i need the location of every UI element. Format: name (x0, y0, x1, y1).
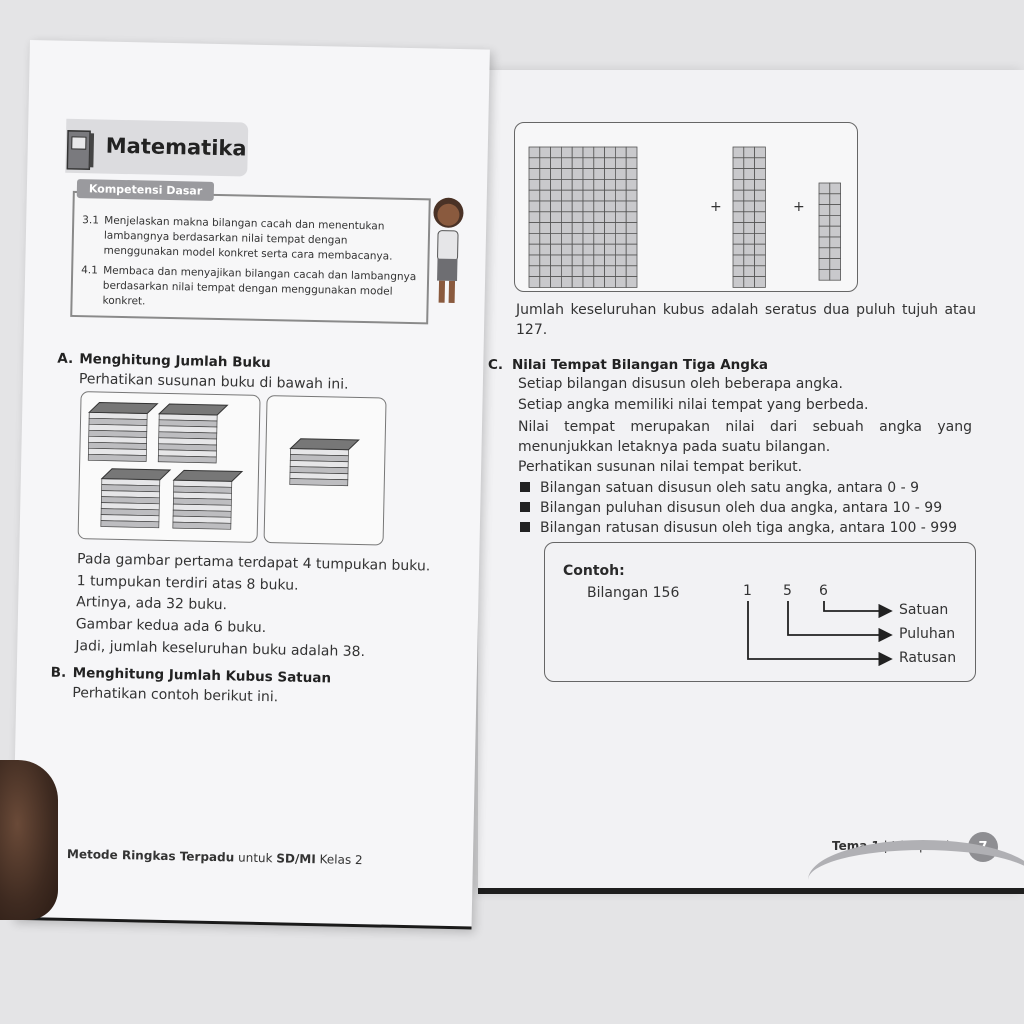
books-image-2 (264, 395, 387, 545)
page-edge (478, 888, 1024, 894)
book-stack (264, 396, 387, 546)
hundred-block (529, 147, 637, 287)
section-c-line: Perhatikan susunan nilai tempat berikut. (518, 459, 803, 475)
kd-tab: Kompetensi Dasar (77, 179, 215, 201)
bullet-item: Bilangan ratusan disusun oleh tiga angka, antara 100 - 999 (520, 520, 957, 536)
bullet-icon (520, 502, 530, 512)
subject-title: Matematika (105, 133, 247, 161)
example-box (544, 542, 976, 682)
section-a-line: Pada gambar pertama terdapat 4 tumpukan buku. (76, 551, 431, 575)
example-label: Contoh: (563, 563, 625, 579)
kd-item: 4.1 Membaca dan menyajikan bilangan cacah dan lambangnya berdasarkan nilai tempat dengan menggunakan model konkret. (81, 264, 417, 308)
footer-theme: Tema 1 | Hidup Rukun (832, 839, 968, 853)
footer-book-title: Metode Ringkas Terpadu untuk SD/MI Kelas 2 (66, 846, 363, 868)
kd-item: 3.1 Menjelaskan makna bilangan cacah dan menentukan lambangnya berdasarkan nilai tempat dengan menggunakan model konkret serta cara membacanya. (82, 214, 393, 263)
footer-decoration (808, 840, 1024, 920)
bullet-item: Bilangan puluhan disusun oleh dua angka, antara 10 - 99 (520, 500, 942, 516)
section-b-title: Menghitung Jumlah Kubus Satuan (72, 665, 332, 687)
books-image-1 (78, 391, 261, 543)
hand (0, 760, 58, 920)
section-a-line: Jadi, jumlah keseluruhan buku adalah 38. (75, 638, 366, 661)
child-illustration (424, 190, 473, 311)
section-a-line: 1 tumpukan terdiri atas 8 buku. (76, 573, 299, 594)
bullet-item: Bilangan satuan disusun oleh satu angka, antara 0 - 9 (520, 480, 919, 496)
ten-rod (733, 147, 765, 287)
place-satuan: Satuan (899, 602, 949, 618)
seven-cubes (819, 183, 841, 280)
place-puluhan: Puluhan (899, 626, 956, 642)
bullet-icon (520, 482, 530, 492)
section-c-title: Nilai Tempat Bilangan Tiga Angka (512, 357, 769, 373)
digit-ones: 6 (819, 583, 828, 599)
section-b-letter: B. (50, 664, 67, 681)
right-page (478, 70, 1024, 892)
cube-figure (514, 122, 858, 292)
section-c-line: Setiap angka memiliki nilai tempat yang berbeda. (518, 397, 869, 413)
book-icon (65, 129, 96, 174)
section-c-line: Nilai tempat merupakan nilai dari sebuah angka yang menunjukkan letaknya pada suatu bilangan. (518, 419, 972, 455)
kd-box (70, 191, 431, 324)
section-b-intro: Perhatikan contoh berikut ini. (72, 685, 279, 706)
digit-hundreds: 1 (743, 583, 752, 599)
book-stacks (79, 392, 262, 544)
cube-illustration (515, 123, 859, 293)
section-a-intro: Perhatikan susunan buku di bawah ini. (78, 371, 349, 393)
page-number-right: 7 (968, 832, 998, 862)
example-number-label: Bilangan 156 (587, 585, 680, 601)
cube-caption: Jumlah keseluruhan kubus adalah seratus dua puluh tujuh atau 127. (516, 302, 976, 338)
place-ratusan: Ratusan (899, 650, 957, 666)
theme-name: Hidup Rukun (891, 839, 968, 853)
bullet-icon (520, 522, 530, 532)
left-page (12, 40, 490, 929)
section-c-letter: C. (488, 357, 504, 373)
theme-number: Tema 1 (832, 839, 880, 853)
digit-tens: 5 (783, 583, 792, 599)
section-a-line: Gambar kedua ada 6 buku. (75, 616, 267, 637)
section-a-title: Menghitung Jumlah Buku (79, 351, 271, 372)
section-c-line: Setiap bilangan disusun oleh beberapa angka. (518, 376, 844, 392)
section-a-letter: A. (57, 350, 74, 367)
section-a-line: Artinya, ada 32 buku. (76, 594, 228, 614)
plus-sign: + (793, 199, 805, 215)
plus-sign: + (710, 199, 722, 215)
